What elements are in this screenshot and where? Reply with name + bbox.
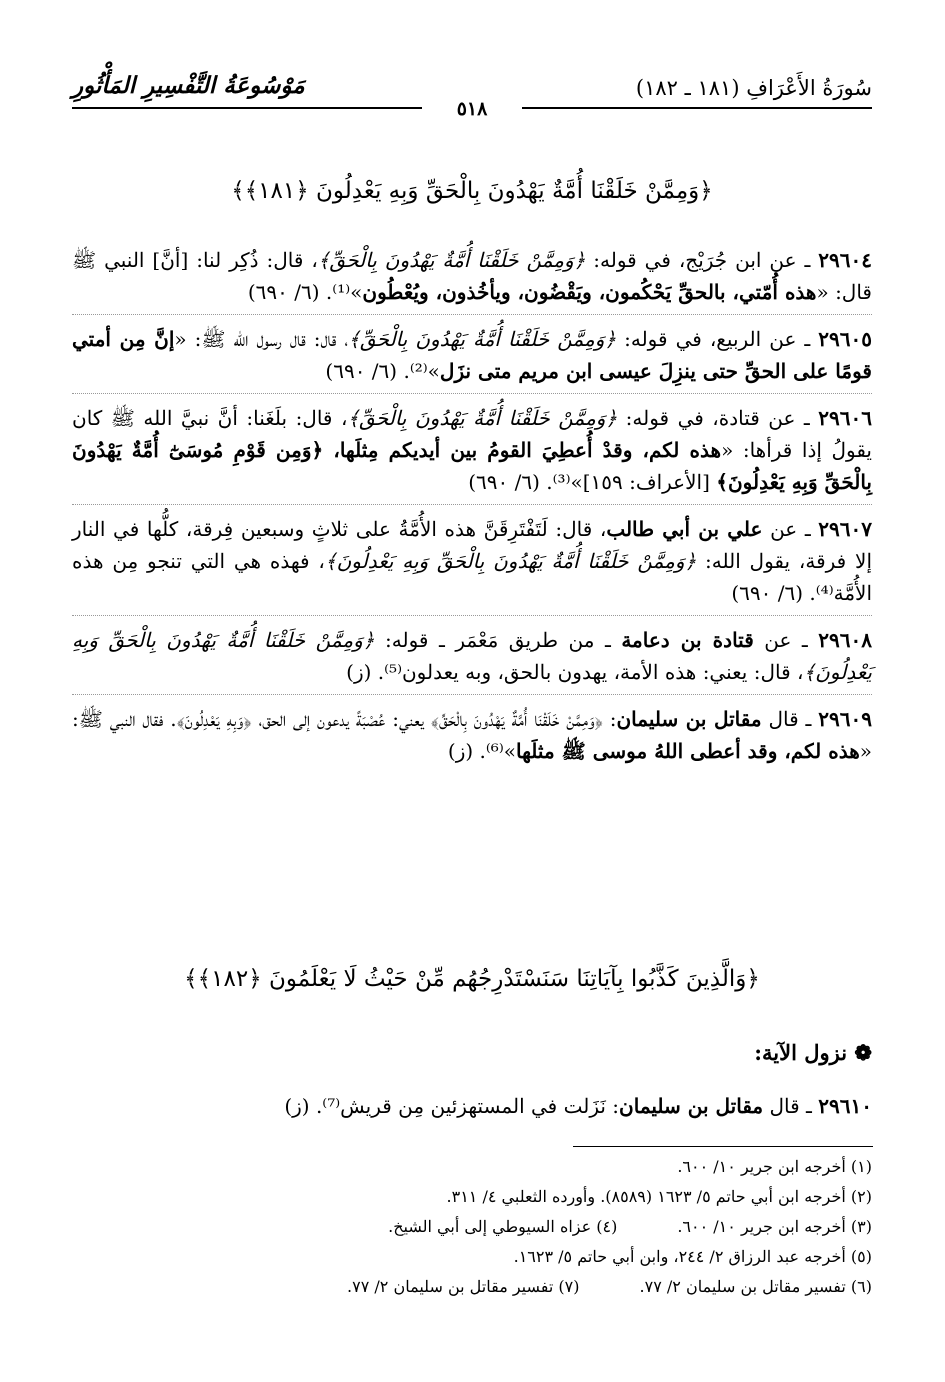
hadith-number: ٢٩٦٠٧: [818, 517, 872, 541]
hadith-text: هذه لكم، وقد أعطى اللهُ موسى ﷺ مثلَها: [515, 739, 860, 763]
paragraph-text: ـ عن قتادة، في قوله:: [617, 406, 819, 430]
paragraph-text: ، قال: لَتَفْتَرِقَنَّ هذه الأُمَّةُ على ثلاثٍ وسبعين فِرقة، كلُّها في النار إلا فرقة، يقول الله:: [72, 517, 872, 573]
citation: »⁽⁶⁾. (ز): [447, 739, 516, 763]
citation: [الأعراف: ١٥٩]»⁽³⁾. (٦/ ٦٩٠): [468, 470, 717, 494]
paragraph-text: : نَزَلت في المستهزئين مِن قريش⁽⁷⁾. (ز): [284, 1094, 620, 1118]
footnote-4: (٤) عزاه السيوطي إلى أبي الشيخ.: [388, 1217, 618, 1236]
narrator-name: مقاتل بن سليمان: [616, 707, 762, 731]
hadith-number: ٢٩٦٠٦: [818, 406, 872, 430]
hadith-number: ٢٩٦٠٤: [818, 248, 872, 272]
citation: ، فهذه هي التي تنجو مِن هذه الأُمَّة⁽⁴⁾. (٦/ ٦٩٠): [72, 549, 872, 605]
footnote-5: (٥) أخرجه عبد الرزاق ٢/ ٢٤٤، وابن أبي حاتم ٥/ ١٦٢٣.: [513, 1247, 872, 1266]
footnote-7: (٧) تفسير مقاتل بن سليمان ٢/ ٧٧.: [347, 1277, 580, 1296]
hadith-number: ٢٩٦٠٨: [818, 628, 873, 652]
hadith-number: ٢٩٦١٠: [818, 1094, 872, 1118]
hadith-text: هذه أُمّتي، بالحقِّ يَحْكُمون، ويَقْضُون، ويأخُذون، ويُعْطُون: [362, 280, 817, 304]
hadith-number: ٢٩٦٠٩: [818, 707, 872, 731]
section-heading: ❁ نزول الآية:: [754, 1040, 872, 1065]
citation: »⁽²⁾. (٦/ ٦٩٠): [325, 359, 440, 383]
footnote-6: (٦) تفسير مقاتل بن سليمان ٢/ ٧٧.: [639, 1277, 872, 1296]
page-number: ٥١٨: [422, 96, 522, 122]
verse-181: ﴿وَمِمَّنْ خَلَقْنَا أُمَّةٌ يَهْدُونَ بِالْحَقِّ وَبِهِ يَعْدِلُونَ ﴿١٨١﴾﴾: [231, 178, 713, 204]
footnote-3: (٣) أخرجه ابن جرير ١٠/ ٦٠٠.: [677, 1217, 872, 1236]
hadith-text: إنَّ مِن أمتي قومًا على الحقِّ حتى ينزِلَ عيسى ابن مريم متى نزَل: [72, 327, 872, 383]
paragraph-text: ـ عن: [753, 628, 819, 652]
footnotes: [72, 1152, 872, 1302]
narrator-name: علي بن أبي طالب: [606, 517, 763, 541]
book-title: مَوْسُوعَةُ التَّفْسِيرِ المَأْثُورِ: [72, 72, 305, 99]
quran-quote: ﴿وَمِمَّنْ خَلَقْنَا أُمَّةٌ يَهْدُونَ بِالْحَقِّ﴾: [348, 327, 617, 351]
footnote-2: (٢) أخرجه ابن أبي حاتم ٥/ ١٦٢٣ (٨٥٨٩). وأورده الثعلبي ٤/ ٣١١.: [446, 1187, 872, 1206]
last-paragraph: [72, 1090, 872, 1122]
hadith-paragraph-4: [72, 513, 872, 616]
quran-quote: ﴿وَمِمَّنْ خَلَقْنَا أُمَّةٌ يَهْدُونَ بِالْحَقِّ﴾: [317, 248, 586, 272]
hadith-paragraph-6: [72, 703, 872, 773]
main-text: [72, 244, 872, 781]
narrator-name: قتادة بن دعامة: [621, 628, 754, 652]
citation: ، قال: يعني: هذه الأمة، يهدون بالحق، وبه يعدلون⁽⁵⁾. (ز): [346, 660, 804, 684]
surah-title: سُورَةُ الأَعْرَافِ (١٨١ ـ ١٨٢): [635, 76, 872, 100]
paragraph-text: ـ قال: [763, 1094, 819, 1118]
hadith-paragraph-2: [72, 323, 872, 394]
hadith-paragraph-5: [72, 624, 872, 695]
hadith-paragraph-1: [72, 244, 872, 315]
footnote-rule: [573, 1146, 873, 1147]
verse-182: ﴿وَالَّذِينَ كَذَّبُوا بِآيَاتِنَا سَنَسْتَدْرِجُهُم مِّنْ حَيْثُ لَا يَعْلَمُونَ ﴿١٨٢﴾﴾: [184, 966, 760, 992]
paragraph-text: ، قال: ذُكِر لنا: [أنَّ] النبي ﷺ قال: «: [72, 248, 872, 304]
paragraph-text: ، قال: بلَغَنا: أنَّ نبيَّ الله ﷺ كان يقولُ إذا قرأها: «: [72, 406, 872, 462]
hadith-number: ٢٩٦٠٥: [818, 327, 872, 351]
paragraph-text: ـ عن الربيع، في قوله:: [616, 327, 819, 351]
quran-quote: ﴿وَمِمَّنْ خَلَقْنَا أُمَّةٌ يَهْدُونَ بِالْحَقِّ وَبِهِ يَعْدِلُونَ﴾: [72, 628, 872, 684]
paragraph-text: ـ قال: [761, 707, 819, 731]
paragraph-text: ـ عن ابن جُرَيْج، في قوله:: [585, 248, 819, 272]
hadith-paragraph-3: [72, 402, 872, 505]
paragraph-text: ـ من طريق مَعْمَر ـ قوله:: [374, 628, 622, 652]
paragraph-text: ـ عن: [762, 517, 819, 541]
narrator-name: مقاتل بن سليمان: [619, 1094, 764, 1118]
paragraph-text: ، قال: قال رسول الله ﷺ: «: [174, 327, 349, 351]
quran-quote: ﴿وَمِمَّنْ خَلَقْنَا أُمَّةٌ يَهْدُونَ بِالْحَقِّ﴾: [347, 406, 618, 430]
footnote-1: (١) أخرجه ابن جرير ١٠/ ٦٠٠.: [677, 1157, 872, 1176]
citation: »⁽¹⁾. (٦/ ٦٩٠): [247, 280, 363, 304]
paragraph-text: : ﴿وَمِمَّنْ خَلَقْنَا أُمَّةٌ يَهْدُونَ بِالْحَقِّ﴾ يعني: عُصْبَةً يدعون إلى الحق، ﴿وَبِهِ يَعْدِلُونَ﴾. فقال النبي ﷺ: «: [72, 707, 872, 763]
quran-quote: ﴿وَمِمَّنْ خَلَقْنَا أُمَّةٌ يَهْدُونَ بِالْحَقِّ وَبِهِ يَعْدِلُونَ﴾: [324, 549, 697, 573]
hadith-text: هذه لكم، وقدْ أُعطِيَ القومُ بين أيديكم مِثلَها، ﴿وَمِن قَوْمِ مُوسَىٰٓ أُمَّةٌ يَهْدُونَ بِالْحَقِّ وَبِهِ يَعْدِلُونَ﴾: [72, 438, 872, 494]
